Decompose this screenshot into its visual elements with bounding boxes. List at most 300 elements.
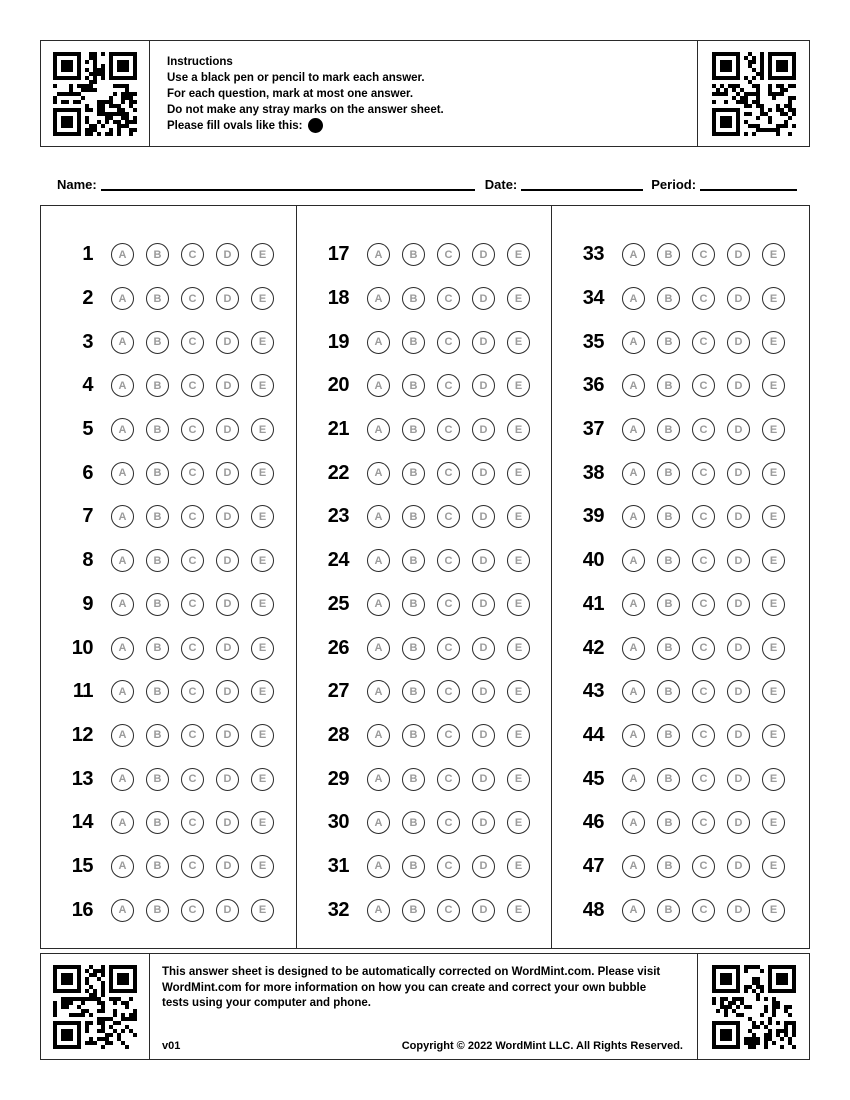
bubble-31-D[interactable]: D: [472, 855, 495, 878]
bubble-18-E[interactable]: E: [507, 287, 530, 310]
bubble-16-A[interactable]: A: [111, 899, 134, 922]
question-row-47: [552, 845, 809, 889]
bubble-37-B[interactable]: B: [657, 418, 680, 441]
bubble-45-B[interactable]: B: [657, 768, 680, 791]
question-number-21: 21: [327, 418, 349, 441]
bubble-38-D[interactable]: D: [727, 462, 750, 485]
bubble-13-E[interactable]: E: [251, 768, 274, 791]
bubble-19-C[interactable]: C: [437, 331, 460, 354]
bubble-12-C[interactable]: C: [181, 724, 204, 747]
bubble-47-A[interactable]: A: [622, 855, 645, 878]
bubble-29-C[interactable]: C: [437, 768, 460, 791]
qr-code-icon: [712, 52, 796, 136]
bubble-43-C[interactable]: C: [692, 680, 715, 703]
date-field-line[interactable]: [521, 189, 643, 191]
bubble-10-C[interactable]: C: [181, 637, 204, 660]
bubble-47-D[interactable]: D: [727, 855, 750, 878]
bubble-14-E[interactable]: E: [251, 811, 274, 834]
bubble-14-C[interactable]: C: [181, 811, 204, 834]
bubble-30-A[interactable]: A: [367, 811, 390, 834]
bubble-9-D[interactable]: D: [216, 593, 239, 616]
bubble-26-E[interactable]: E: [507, 637, 530, 660]
bubble-22-C[interactable]: C: [437, 462, 460, 485]
bubble-22-A[interactable]: A: [367, 462, 390, 485]
bubble-1-A[interactable]: A: [111, 243, 134, 266]
question-number-13: 13: [71, 767, 93, 790]
bubble-10-D[interactable]: D: [216, 637, 239, 660]
bubble-14-D[interactable]: D: [216, 811, 239, 834]
bubble-35-B[interactable]: B: [657, 331, 680, 354]
bubble-6-D[interactable]: D: [216, 462, 239, 485]
question-row-8: [41, 539, 296, 583]
bubble-5-C[interactable]: C: [181, 418, 204, 441]
fill-example-text: Please fill ovals like this:: [167, 120, 303, 132]
bubble-29-A[interactable]: A: [367, 768, 390, 791]
bubble-33-E[interactable]: E: [762, 243, 785, 266]
bubble-45-D[interactable]: D: [727, 768, 750, 791]
bubble-30-B[interactable]: B: [402, 811, 425, 834]
bubble-41-B[interactable]: B: [657, 593, 680, 616]
bubble-22-D[interactable]: D: [472, 462, 495, 485]
question-number-4: 4: [82, 374, 93, 397]
bubble-12-E[interactable]: E: [251, 724, 274, 747]
bubble-3-D[interactable]: D: [216, 331, 239, 354]
question-row-41: [552, 583, 809, 627]
bubble-2-C[interactable]: C: [181, 287, 204, 310]
bubble-38-C[interactable]: C: [692, 462, 715, 485]
bubble-11-C[interactable]: C: [181, 680, 204, 703]
bubble-25-C[interactable]: C: [437, 593, 460, 616]
bubble-29-E[interactable]: E: [507, 768, 530, 791]
qr-code-icon: [53, 965, 137, 1049]
bubble-17-D[interactable]: D: [472, 243, 495, 266]
bubble-44-D[interactable]: D: [727, 724, 750, 747]
bubble-20-D[interactable]: D: [472, 374, 495, 397]
bubble-15-A[interactable]: A: [111, 855, 134, 878]
bubble-46-C[interactable]: C: [692, 811, 715, 834]
bubble-39-E[interactable]: E: [762, 505, 785, 528]
bubble-40-A[interactable]: A: [622, 549, 645, 572]
bubble-5-D[interactable]: D: [216, 418, 239, 441]
bubble-34-D[interactable]: D: [727, 287, 750, 310]
bubble-42-A[interactable]: A: [622, 637, 645, 660]
bubble-43-E[interactable]: E: [762, 680, 785, 703]
bubble-23-D[interactable]: D: [472, 505, 495, 528]
filled-oval-example-icon: [308, 118, 323, 133]
bubble-45-E[interactable]: E: [762, 768, 785, 791]
bubble-15-D[interactable]: D: [216, 855, 239, 878]
bubble-11-E[interactable]: E: [251, 680, 274, 703]
bubble-12-A[interactable]: A: [111, 724, 134, 747]
bubble-10-A[interactable]: A: [111, 637, 134, 660]
bubble-12-B[interactable]: B: [146, 724, 169, 747]
bubble-27-E[interactable]: E: [507, 680, 530, 703]
bubble-1-B[interactable]: B: [146, 243, 169, 266]
bubble-41-E[interactable]: E: [762, 593, 785, 616]
bubble-10-E[interactable]: E: [251, 637, 274, 660]
bubble-19-B[interactable]: B: [402, 331, 425, 354]
bubble-8-E[interactable]: E: [251, 549, 274, 572]
bubble-30-E[interactable]: E: [507, 811, 530, 834]
bubble-8-A[interactable]: A: [111, 549, 134, 572]
bubble-41-C[interactable]: C: [692, 593, 715, 616]
question-row-4: [41, 364, 296, 408]
bubble-45-C[interactable]: C: [692, 768, 715, 791]
bubble-21-D[interactable]: D: [472, 418, 495, 441]
question-number-44: 44: [582, 723, 604, 746]
bubble-13-B[interactable]: B: [146, 768, 169, 791]
bubble-40-C[interactable]: C: [692, 549, 715, 572]
bubble-4-B[interactable]: B: [146, 374, 169, 397]
bubble-47-E[interactable]: E: [762, 855, 785, 878]
bubble-46-E[interactable]: E: [762, 811, 785, 834]
bubble-22-E[interactable]: E: [507, 462, 530, 485]
bubble-5-E[interactable]: E: [251, 418, 274, 441]
bubble-40-B[interactable]: B: [657, 549, 680, 572]
bubble-39-A[interactable]: A: [622, 505, 645, 528]
bubble-15-B[interactable]: B: [146, 855, 169, 878]
bubble-38-A[interactable]: A: [622, 462, 645, 485]
bubble-7-E[interactable]: E: [251, 505, 274, 528]
bubble-41-D[interactable]: D: [727, 593, 750, 616]
question-number-26: 26: [327, 636, 349, 659]
bubble-1-E[interactable]: E: [251, 243, 274, 266]
bubble-16-E[interactable]: E: [251, 899, 274, 922]
bubble-12-D[interactable]: D: [216, 724, 239, 747]
date-label: Date:: [484, 177, 518, 192]
name-field-line[interactable]: [101, 189, 475, 191]
question-row-2: [41, 277, 296, 321]
footer-info-line: tests using your computer and phone.: [162, 997, 371, 1009]
bubble-5-A[interactable]: A: [111, 418, 134, 441]
bubble-42-B[interactable]: B: [657, 637, 680, 660]
bubble-28-D[interactable]: D: [472, 724, 495, 747]
bubble-25-B[interactable]: B: [402, 593, 425, 616]
bubble-32-E[interactable]: E: [507, 899, 530, 922]
period-label: Period:: [651, 177, 697, 192]
footer-text-block: [150, 954, 697, 1059]
bubble-34-C[interactable]: C: [692, 287, 715, 310]
question-row-19: [297, 320, 551, 364]
bubble-21-B[interactable]: B: [402, 418, 425, 441]
bubble-16-B[interactable]: B: [146, 899, 169, 922]
question-row-16: [41, 888, 296, 932]
bubble-26-D[interactable]: D: [472, 637, 495, 660]
bubble-29-B[interactable]: B: [402, 768, 425, 791]
bubble-27-A[interactable]: A: [367, 680, 390, 703]
bubble-25-D[interactable]: D: [472, 593, 495, 616]
bubble-21-A[interactable]: A: [367, 418, 390, 441]
bubble-2-B[interactable]: B: [146, 287, 169, 310]
question-number-6: 6: [82, 461, 93, 484]
bubble-44-E[interactable]: E: [762, 724, 785, 747]
bubble-27-B[interactable]: B: [402, 680, 425, 703]
bubble-37-C[interactable]: C: [692, 418, 715, 441]
bubble-19-A[interactable]: A: [367, 331, 390, 354]
bubble-19-D[interactable]: D: [472, 331, 495, 354]
bubble-32-D[interactable]: D: [472, 899, 495, 922]
question-number-36: 36: [582, 374, 604, 397]
bubble-21-C[interactable]: C: [437, 418, 460, 441]
bubble-40-D[interactable]: D: [727, 549, 750, 572]
bubble-2-A[interactable]: A: [111, 287, 134, 310]
bubble-36-A[interactable]: A: [622, 374, 645, 397]
bubble-28-B[interactable]: B: [402, 724, 425, 747]
bubble-19-E[interactable]: E: [507, 331, 530, 354]
bubble-2-E[interactable]: E: [251, 287, 274, 310]
bubble-46-A[interactable]: A: [622, 811, 645, 834]
bubble-1-C[interactable]: C: [181, 243, 204, 266]
bubble-32-C[interactable]: C: [437, 899, 460, 922]
bubble-3-E[interactable]: E: [251, 331, 274, 354]
bubble-48-A[interactable]: A: [622, 899, 645, 922]
bubble-44-A[interactable]: A: [622, 724, 645, 747]
bubble-44-C[interactable]: C: [692, 724, 715, 747]
bubble-9-A[interactable]: A: [111, 593, 134, 616]
bubble-8-D[interactable]: D: [216, 549, 239, 572]
question-number-8: 8: [82, 549, 93, 572]
bubble-7-A[interactable]: A: [111, 505, 134, 528]
bubble-5-B[interactable]: B: [146, 418, 169, 441]
bubble-43-D[interactable]: D: [727, 680, 750, 703]
bubble-31-E[interactable]: E: [507, 855, 530, 878]
bubble-36-B[interactable]: B: [657, 374, 680, 397]
qr-cell-top-left: [41, 41, 150, 146]
bubble-38-B[interactable]: B: [657, 462, 680, 485]
bubble-27-C[interactable]: C: [437, 680, 460, 703]
bubble-39-B[interactable]: B: [657, 505, 680, 528]
bubble-16-C[interactable]: C: [181, 899, 204, 922]
bubble-35-C[interactable]: C: [692, 331, 715, 354]
bubble-17-C[interactable]: C: [437, 243, 460, 266]
bubble-41-A[interactable]: A: [622, 593, 645, 616]
question-number-7: 7: [82, 505, 93, 528]
bubble-14-B[interactable]: B: [146, 811, 169, 834]
bubble-48-D[interactable]: D: [727, 899, 750, 922]
bubble-3-C[interactable]: C: [181, 331, 204, 354]
bubble-36-E[interactable]: E: [762, 374, 785, 397]
bubble-18-A[interactable]: A: [367, 287, 390, 310]
bubble-15-E[interactable]: E: [251, 855, 274, 878]
bubble-24-C[interactable]: C: [437, 549, 460, 572]
bubble-47-C[interactable]: C: [692, 855, 715, 878]
question-row-33: [552, 233, 809, 277]
question-number-48: 48: [582, 898, 604, 921]
bubble-13-D[interactable]: D: [216, 768, 239, 791]
question-row-24: [297, 539, 551, 583]
bubble-20-B[interactable]: B: [402, 374, 425, 397]
bubble-40-E[interactable]: E: [762, 549, 785, 572]
bubble-4-E[interactable]: E: [251, 374, 274, 397]
qr-code-icon: [712, 965, 796, 1049]
bubble-4-C[interactable]: C: [181, 374, 204, 397]
bubble-39-D[interactable]: D: [727, 505, 750, 528]
qr-code-icon: [53, 52, 137, 136]
bubble-44-B[interactable]: B: [657, 724, 680, 747]
bubble-26-C[interactable]: C: [437, 637, 460, 660]
bubble-45-A[interactable]: A: [622, 768, 645, 791]
bubble-9-B[interactable]: B: [146, 593, 169, 616]
question-row-44: [552, 714, 809, 758]
bubble-6-C[interactable]: C: [181, 462, 204, 485]
bubble-33-B[interactable]: B: [657, 243, 680, 266]
bubble-33-C[interactable]: C: [692, 243, 715, 266]
bubble-35-D[interactable]: D: [727, 331, 750, 354]
question-row-36: [552, 364, 809, 408]
bubble-4-D[interactable]: D: [216, 374, 239, 397]
bubble-34-B[interactable]: B: [657, 287, 680, 310]
bubble-42-E[interactable]: E: [762, 637, 785, 660]
bubble-24-D[interactable]: D: [472, 549, 495, 572]
bubble-11-A[interactable]: A: [111, 680, 134, 703]
question-row-31: [297, 845, 551, 889]
bubble-20-A[interactable]: A: [367, 374, 390, 397]
question-row-14: [41, 801, 296, 845]
bubble-1-D[interactable]: D: [216, 243, 239, 266]
answer-column-1: [41, 206, 296, 948]
bubble-7-D[interactable]: D: [216, 505, 239, 528]
question-row-26: [297, 626, 551, 670]
question-row-35: [552, 320, 809, 364]
bubble-34-E[interactable]: E: [762, 287, 785, 310]
bubble-14-A[interactable]: A: [111, 811, 134, 834]
bubble-11-B[interactable]: B: [146, 680, 169, 703]
bubble-43-A[interactable]: A: [622, 680, 645, 703]
bubble-24-B[interactable]: B: [402, 549, 425, 572]
question-row-28: [297, 714, 551, 758]
bubble-7-B[interactable]: B: [146, 505, 169, 528]
question-number-2: 2: [82, 287, 93, 310]
bubble-24-A[interactable]: A: [367, 549, 390, 572]
bubble-48-E[interactable]: E: [762, 899, 785, 922]
bubble-23-B[interactable]: B: [402, 505, 425, 528]
bubble-33-A[interactable]: A: [622, 243, 645, 266]
bubble-8-B[interactable]: B: [146, 549, 169, 572]
question-number-19: 19: [327, 330, 349, 353]
bubble-27-D[interactable]: D: [472, 680, 495, 703]
bubble-20-C[interactable]: C: [437, 374, 460, 397]
bubble-21-E[interactable]: E: [507, 418, 530, 441]
question-number-40: 40: [582, 549, 604, 572]
instruction-line: Use a black pen or pencil to mark each answer.: [167, 72, 425, 84]
bubble-24-E[interactable]: E: [507, 549, 530, 572]
bubble-6-E[interactable]: E: [251, 462, 274, 485]
bubble-36-C[interactable]: C: [692, 374, 715, 397]
bubble-16-D[interactable]: D: [216, 899, 239, 922]
bubble-17-E[interactable]: E: [507, 243, 530, 266]
bubble-43-B[interactable]: B: [657, 680, 680, 703]
question-row-27: [297, 670, 551, 714]
bubble-8-C[interactable]: C: [181, 549, 204, 572]
question-row-7: [41, 495, 296, 539]
bubble-22-B[interactable]: B: [402, 462, 425, 485]
bubble-23-A[interactable]: A: [367, 505, 390, 528]
bubble-46-B[interactable]: B: [657, 811, 680, 834]
bubble-13-C[interactable]: C: [181, 768, 204, 791]
question-row-45: [552, 757, 809, 801]
bubble-28-C[interactable]: C: [437, 724, 460, 747]
question-number-45: 45: [582, 767, 604, 790]
bubble-48-C[interactable]: C: [692, 899, 715, 922]
bubble-20-E[interactable]: E: [507, 374, 530, 397]
bubble-3-B[interactable]: B: [146, 331, 169, 354]
bubble-6-B[interactable]: B: [146, 462, 169, 485]
bubble-10-B[interactable]: B: [146, 637, 169, 660]
bubble-35-A[interactable]: A: [622, 331, 645, 354]
bubble-31-A[interactable]: A: [367, 855, 390, 878]
footer-panel: [40, 953, 810, 1060]
bubble-37-D[interactable]: D: [727, 418, 750, 441]
bubble-4-A[interactable]: A: [111, 374, 134, 397]
bubble-42-D[interactable]: D: [727, 637, 750, 660]
bubble-38-E[interactable]: E: [762, 462, 785, 485]
question-row-12: [41, 714, 296, 758]
bubble-23-E[interactable]: E: [507, 505, 530, 528]
bubble-2-D[interactable]: D: [216, 287, 239, 310]
bubble-39-C[interactable]: C: [692, 505, 715, 528]
bubble-26-B[interactable]: B: [402, 637, 425, 660]
bubble-36-D[interactable]: D: [727, 374, 750, 397]
bubble-47-B[interactable]: B: [657, 855, 680, 878]
bubble-32-A[interactable]: A: [367, 899, 390, 922]
bubble-9-C[interactable]: C: [181, 593, 204, 616]
bubble-23-C[interactable]: C: [437, 505, 460, 528]
bubble-34-A[interactable]: A: [622, 287, 645, 310]
bubble-30-C[interactable]: C: [437, 811, 460, 834]
bubble-18-C[interactable]: C: [437, 287, 460, 310]
bubble-17-A[interactable]: A: [367, 243, 390, 266]
bubble-25-A[interactable]: A: [367, 593, 390, 616]
bubble-42-C[interactable]: C: [692, 637, 715, 660]
bubble-32-B[interactable]: B: [402, 899, 425, 922]
question-number-43: 43: [582, 680, 604, 703]
bubble-28-E[interactable]: E: [507, 724, 530, 747]
bubble-29-D[interactable]: D: [472, 768, 495, 791]
bubble-33-D[interactable]: D: [727, 243, 750, 266]
bubble-26-A[interactable]: A: [367, 637, 390, 660]
bubble-30-D[interactable]: D: [472, 811, 495, 834]
qr-cell-bottom-right: [697, 954, 809, 1059]
student-info-row: [40, 158, 810, 192]
bubble-9-E[interactable]: E: [251, 593, 274, 616]
question-row-29: [297, 757, 551, 801]
bubble-35-E[interactable]: E: [762, 331, 785, 354]
bubble-48-B[interactable]: B: [657, 899, 680, 922]
bubble-37-A[interactable]: A: [622, 418, 645, 441]
bubble-11-D[interactable]: D: [216, 680, 239, 703]
bubble-25-E[interactable]: E: [507, 593, 530, 616]
bubble-13-A[interactable]: A: [111, 768, 134, 791]
bubble-28-A[interactable]: A: [367, 724, 390, 747]
question-number-39: 39: [582, 505, 604, 528]
question-number-29: 29: [327, 767, 349, 790]
period-field-line[interactable]: [700, 189, 797, 191]
bubble-46-D[interactable]: D: [727, 811, 750, 834]
bubble-18-D[interactable]: D: [472, 287, 495, 310]
bubble-3-A[interactable]: A: [111, 331, 134, 354]
answer-column-3: [551, 206, 809, 948]
bubble-17-B[interactable]: B: [402, 243, 425, 266]
question-row-11: [41, 670, 296, 714]
bubble-6-A[interactable]: A: [111, 462, 134, 485]
bubble-37-E[interactable]: E: [762, 418, 785, 441]
bubble-31-B[interactable]: B: [402, 855, 425, 878]
bubble-7-C[interactable]: C: [181, 505, 204, 528]
bubble-15-C[interactable]: C: [181, 855, 204, 878]
answer-grid: [40, 205, 810, 949]
bubble-31-C[interactable]: C: [437, 855, 460, 878]
bubble-18-B[interactable]: B: [402, 287, 425, 310]
